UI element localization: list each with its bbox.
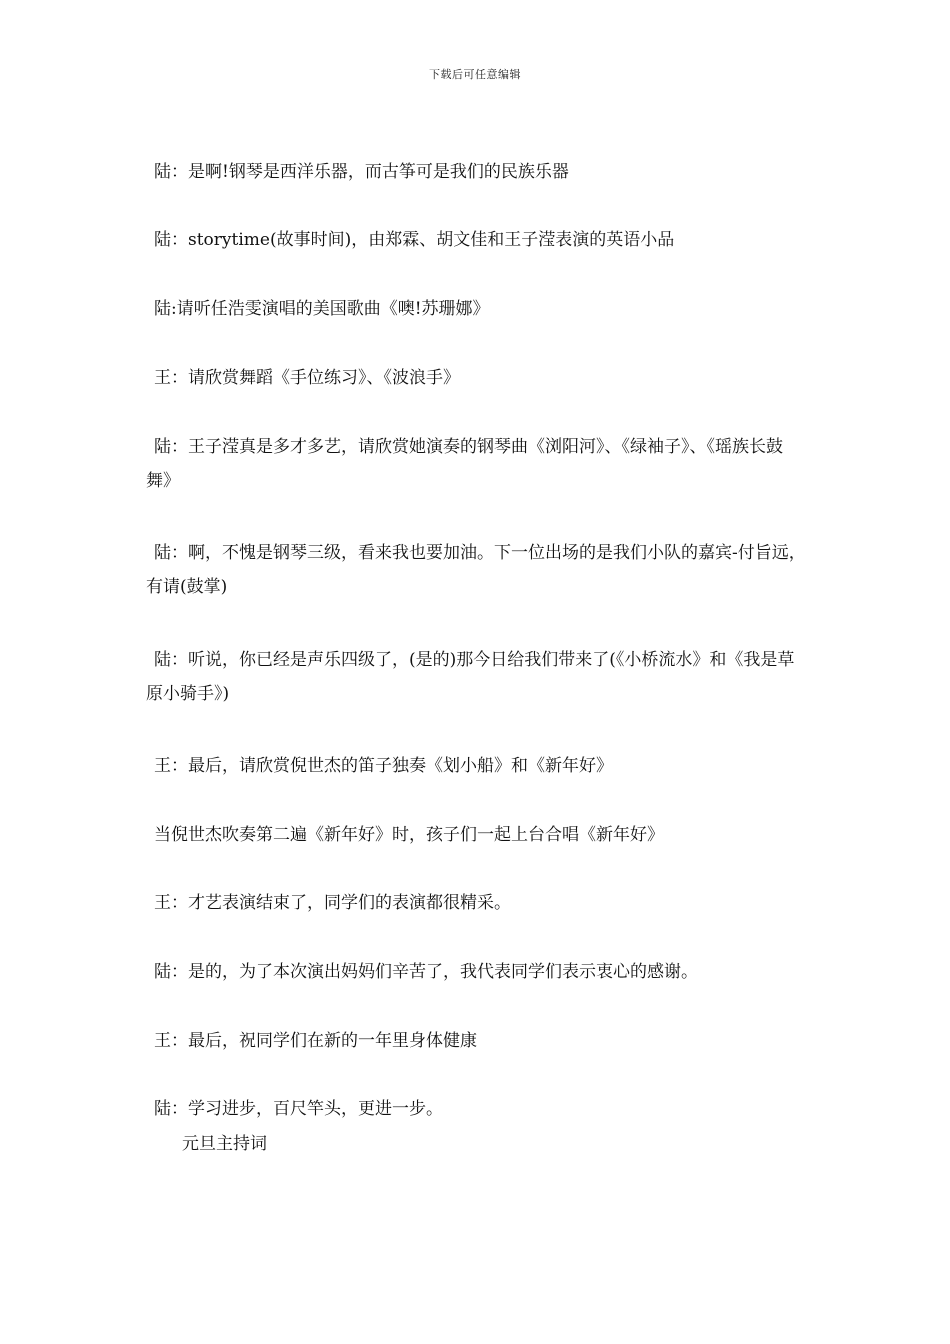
dialogue-line [146, 749, 806, 783]
dialogue-text: 陆：学习进步，百尺竿头，更进一步。 [154, 1099, 443, 1119]
dialogue-line [146, 361, 806, 395]
dialogue-line [146, 155, 806, 189]
dialogue-text: 王：最后，请欣赏倪世杰的笛子独奏《划小船》和《新年好》 [154, 756, 613, 776]
dialogue-line [146, 430, 806, 498]
dialogue-text: 王：请欣赏舞蹈《手位练习》、《波浪手》 [154, 368, 460, 388]
page-header: 下载后可任意编辑 [429, 68, 521, 81]
dialogue-line [146, 1024, 806, 1058]
dialogue-line [146, 643, 806, 711]
dialogue-text: 陆：是啊!钢琴是西洋乐器，而古筝可是我们的民族乐器 [154, 162, 569, 182]
dialogue-line [146, 818, 806, 852]
dialogue-text: 陆：storytime(故事时间)，由郑霖、胡文佳和王子滢表演的英语小品 [154, 230, 675, 250]
dialogue-line [146, 536, 806, 604]
dialogue-line [146, 292, 806, 326]
dialogue-line [146, 955, 806, 989]
dialogue-text: 王：最后，祝同学们在新的一年里身体健康 [154, 1031, 477, 1051]
dialogue-text: 当倪世杰吹奏第二遍《新年好》时，孩子们一起上台合唱《新年好》 [154, 825, 664, 845]
dialogue-line [146, 1092, 806, 1126]
dialogue-line [146, 223, 806, 257]
dialogue-text: 陆：是的，为了本次演出妈妈们辛苦了，我代表同学们表示衷心的感谢。 [154, 962, 698, 982]
dialogue-text: 陆：王子滢真是多才多艺，请欣赏她演奏的钢琴曲《浏阳河》、《绿袖子》、《瑶族长鼓舞》 [146, 437, 783, 491]
dialogue-text: 陆:请听任浩雯演唱的美国歌曲《噢!苏珊娜》 [154, 299, 490, 319]
dialogue-line [146, 886, 806, 920]
dialogue-text: 陆：啊，不愧是钢琴三级，看来我也要加油。下一位出场的是我们小队的嘉宾-付旨远，有请(鼓掌) [146, 543, 806, 597]
dialogue-text: 陆：听说，你已经是声乐四级了，(是的)那今日给我们带来了(《小桥流水》和《我是草原小骑手》) [146, 650, 795, 704]
document-title: 元旦主持词 [182, 1134, 267, 1154]
dialogue-text: 王：才艺表演结束了，同学们的表演都很精采。 [154, 893, 511, 913]
